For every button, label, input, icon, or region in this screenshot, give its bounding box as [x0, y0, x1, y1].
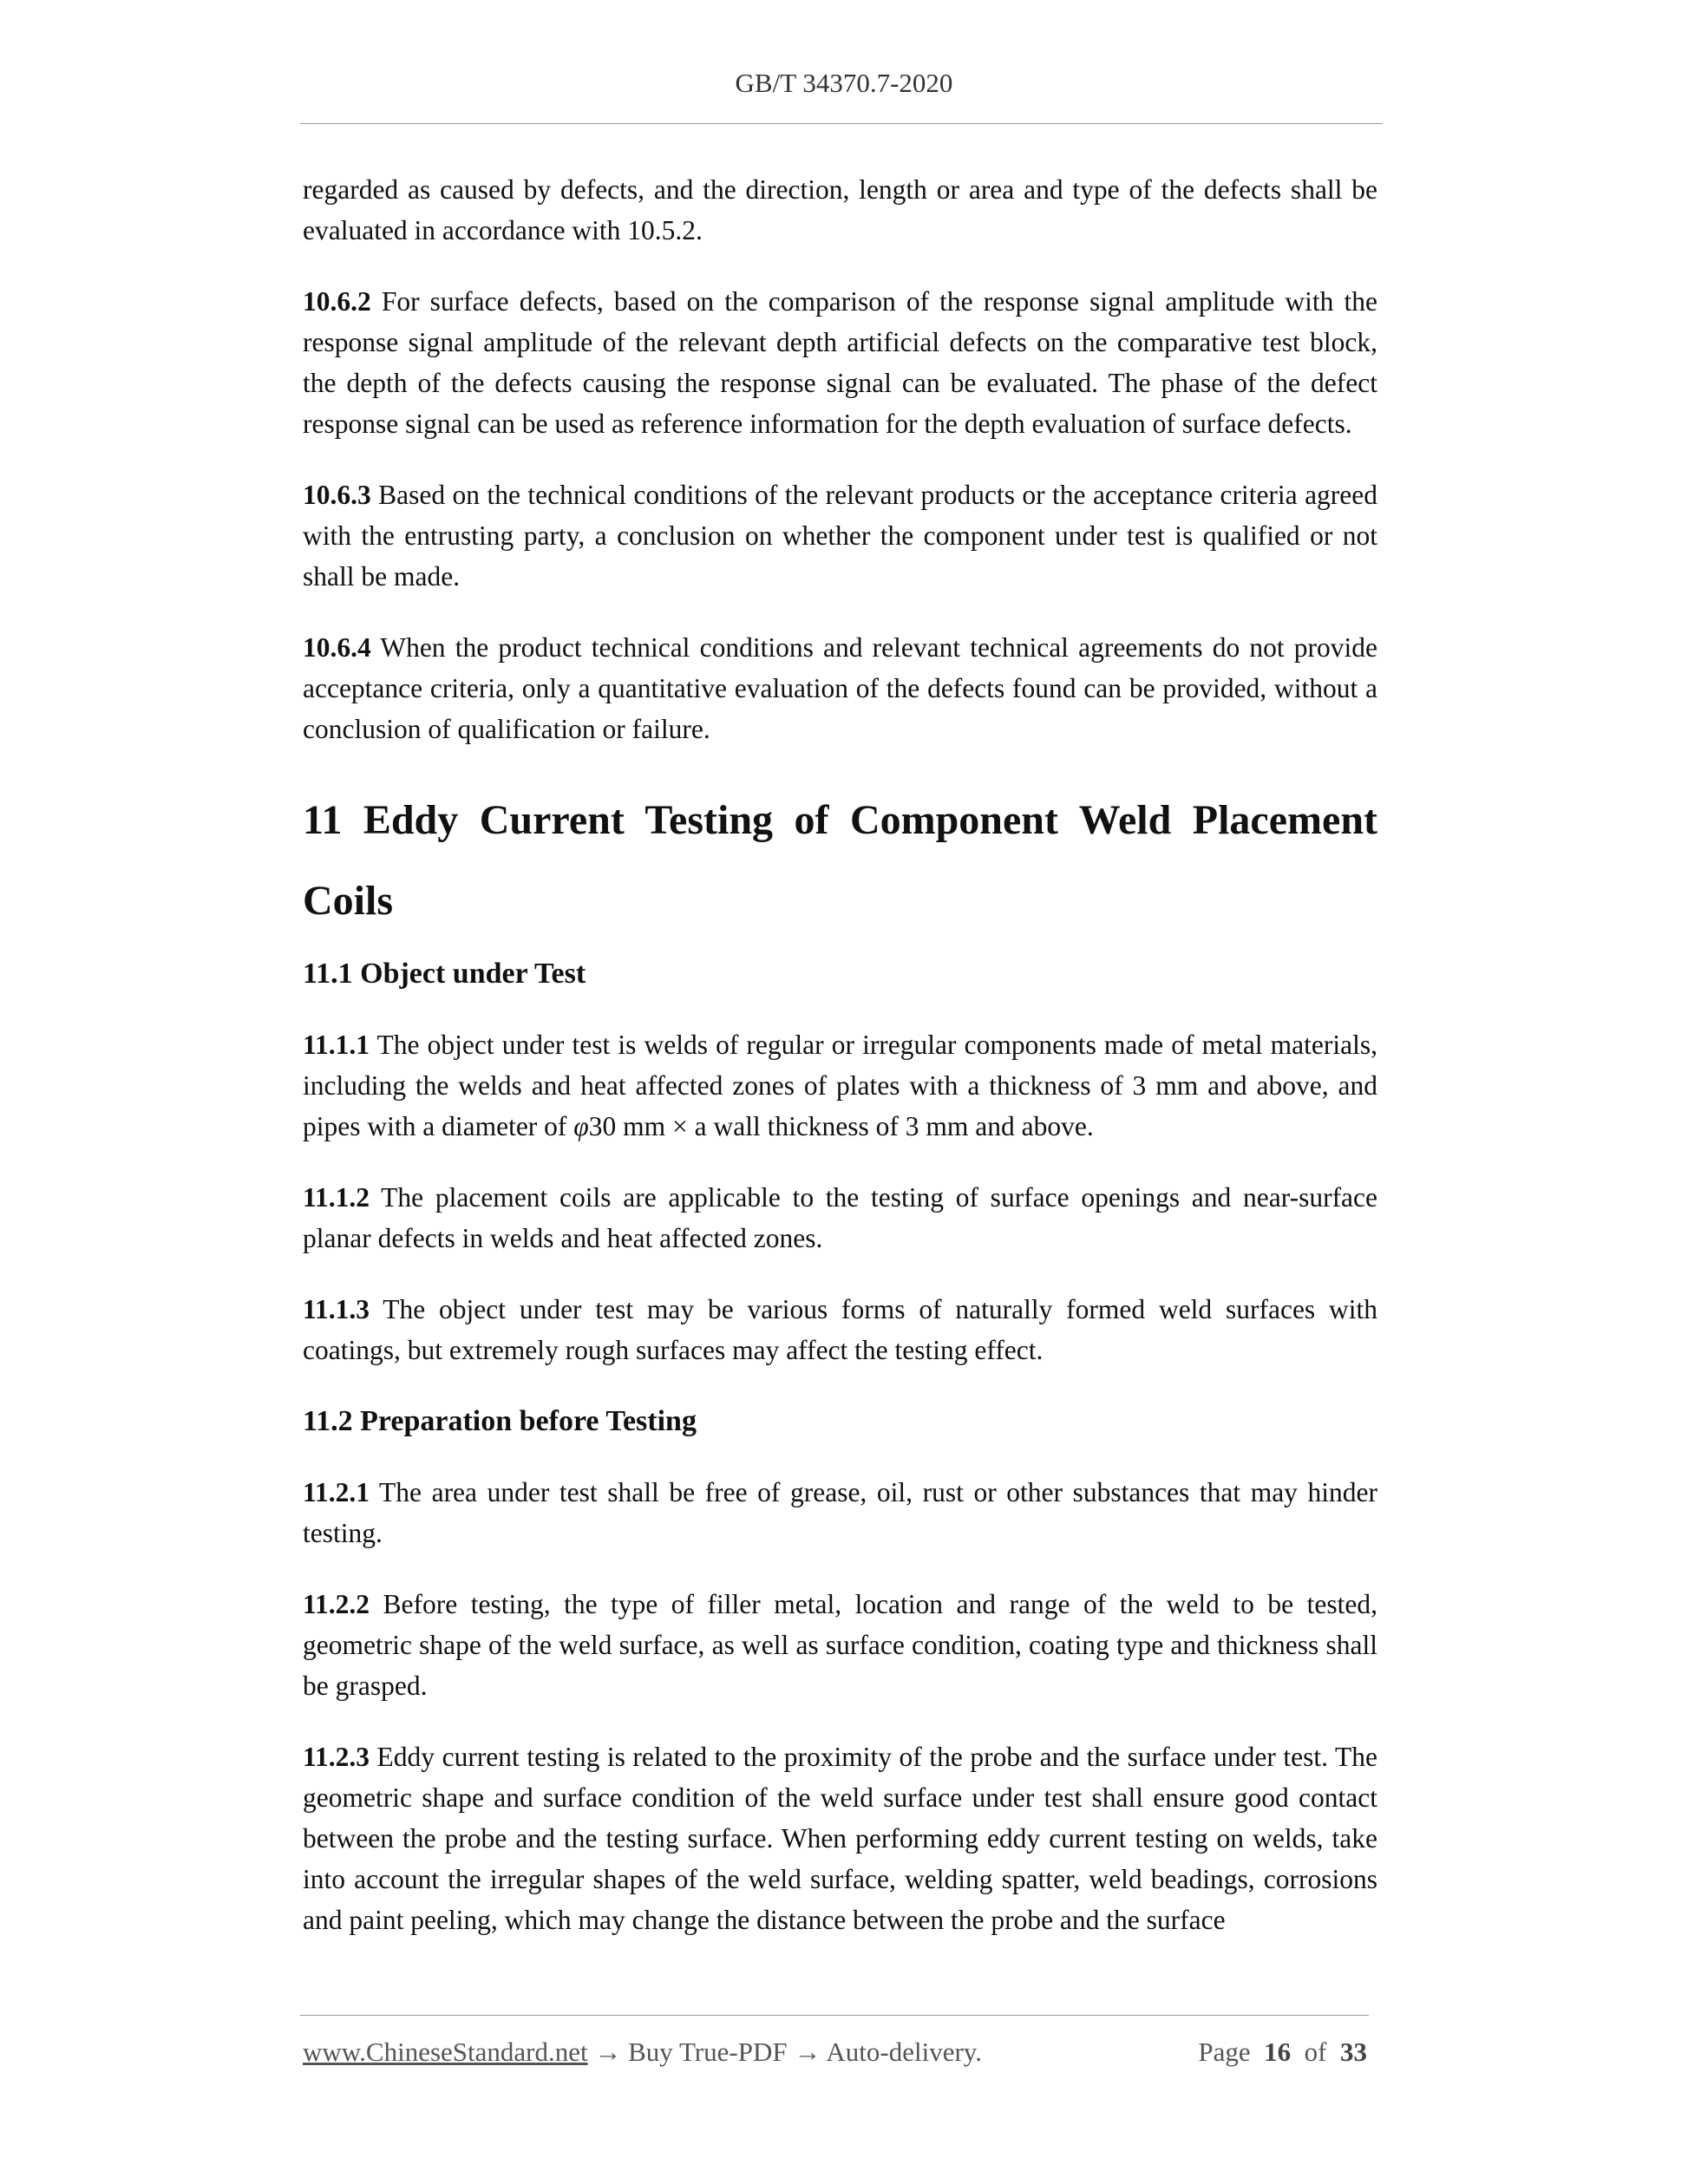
clause-11-2-2 [303, 1584, 1377, 1706]
clause-11-1-1 [303, 1024, 1377, 1147]
arrow-right-icon: → [794, 2037, 821, 2067]
clause-11-1-2 [303, 1177, 1377, 1259]
current-page: 16 [1264, 2037, 1292, 2067]
page-number [1198, 2037, 1367, 2068]
clause-number: 10.6.2 [303, 286, 371, 317]
clause-text: The object under test may be various forms of naturally formed weld surfaces with coatings, but extremely rough surfaces may affect the testing effect. [303, 1294, 1377, 1365]
clause-text: When the product technical conditions and relevant technical agreements do not provide acceptance criteria, only a quantitative evaluation of the defects found can be provided, without a conclusion of qualification or failure. [303, 632, 1377, 744]
clause-text: Based on the technical conditions of the relevant products or the acceptance criteria agreed with the entrusting party, a conclusion on whether the component under test is qualified or not shall be made. [303, 480, 1377, 592]
clause-number: 11.1.3 [303, 1294, 370, 1324]
site-link[interactable]: www.ChineseStandard.net [303, 2037, 588, 2067]
clause-text: The area under test shall be free of grease, oil, rust or other substances that may hinder testing. [303, 1477, 1377, 1548]
clause-text: For surface defects, based on the comparison of the response signal amplitude with the response signal amplitude of the relevant depth artificial defects on the comparative test block, the depth of the defects causing the response signal can be evaluated. The phase of the defect response signal can be used as reference information for the depth evaluation of surface defects. [303, 286, 1377, 439]
header-divider [300, 123, 1383, 124]
clause-number: 11.1.1 [303, 1030, 370, 1060]
clause-text: The object under test is welds of regular or irregular components made of metal materials, including the welds and heat affected zones of plates with a thickness of 3 mm and above, and pipes with a diameter of [303, 1030, 1377, 1141]
page-label: Page [1198, 2037, 1251, 2067]
document-body [303, 169, 1377, 1971]
clause-number: 11.1.2 [303, 1182, 370, 1213]
auto-delivery-text: Auto-delivery. [821, 2037, 983, 2067]
clause-text-continued: 30 mm × a wall thickness of 3 mm and above. [588, 1111, 1094, 1141]
total-pages: 33 [1340, 2037, 1367, 2067]
subsection-heading-11-2: 11.2 Preparation before Testing [303, 1405, 697, 1437]
clause-10-6-3 [303, 474, 1377, 597]
clause-number: 11.2.1 [303, 1477, 370, 1507]
clause-11-2-3 [303, 1736, 1377, 1940]
buy-true-pdf-text: Buy True-PDF [621, 2037, 795, 2067]
clause-number: 11.2.3 [303, 1742, 370, 1772]
of-label: of [1304, 2037, 1327, 2067]
clause-text: The placement coils are applicable to the testing of surface openings and near-surface planar defects in welds and heat affected zones. [303, 1182, 1377, 1253]
clause-number: 10.6.4 [303, 632, 371, 663]
page-footer [303, 2037, 1367, 2068]
clause-10-6-2 [303, 281, 1377, 444]
page-header-standard-id: GB/T 34370.7-2020 [735, 68, 953, 98]
clause-11-1-3 [303, 1289, 1377, 1370]
clause-11-2-1 [303, 1472, 1377, 1553]
arrow-right-icon: → [594, 2037, 622, 2067]
phi-symbol: φ [573, 1111, 589, 1141]
clause-10-6-4 [303, 627, 1377, 749]
subsection-heading-11-1: 11.1 Object under Test [303, 958, 586, 990]
paragraph-continuation: regarded as caused by defects, and the direction, length or area and type of the defects shall be evaluated in accordance with 10.5.2. [303, 174, 1377, 245]
clause-number: 10.6.3 [303, 480, 371, 510]
clause-text: Eddy current testing is related to the proximity of the probe and the surface under test. The geometric shape and surface condition of the weld surface under test shall ensure good contact between the probe and the testing surface. When performing eddy current testing on welds, take into account the irregular shapes of the weld surface, welding spatter, weld beadings, corrosions and paint peeling, which may change the distance between the probe and the surface [303, 1742, 1377, 1935]
footer-divider [300, 2015, 1369, 2016]
section-heading-11: 11 Eddy Current Testing of Component Weld Placement Coils [303, 797, 1377, 924]
clause-text: Before testing, the type of filler metal, location and range of the weld to be tested, geometric shape of the weld surface, as well as surface condition, coating type and thickness shall be grasped. [303, 1589, 1377, 1701]
clause-number: 11.2.2 [303, 1589, 370, 1619]
